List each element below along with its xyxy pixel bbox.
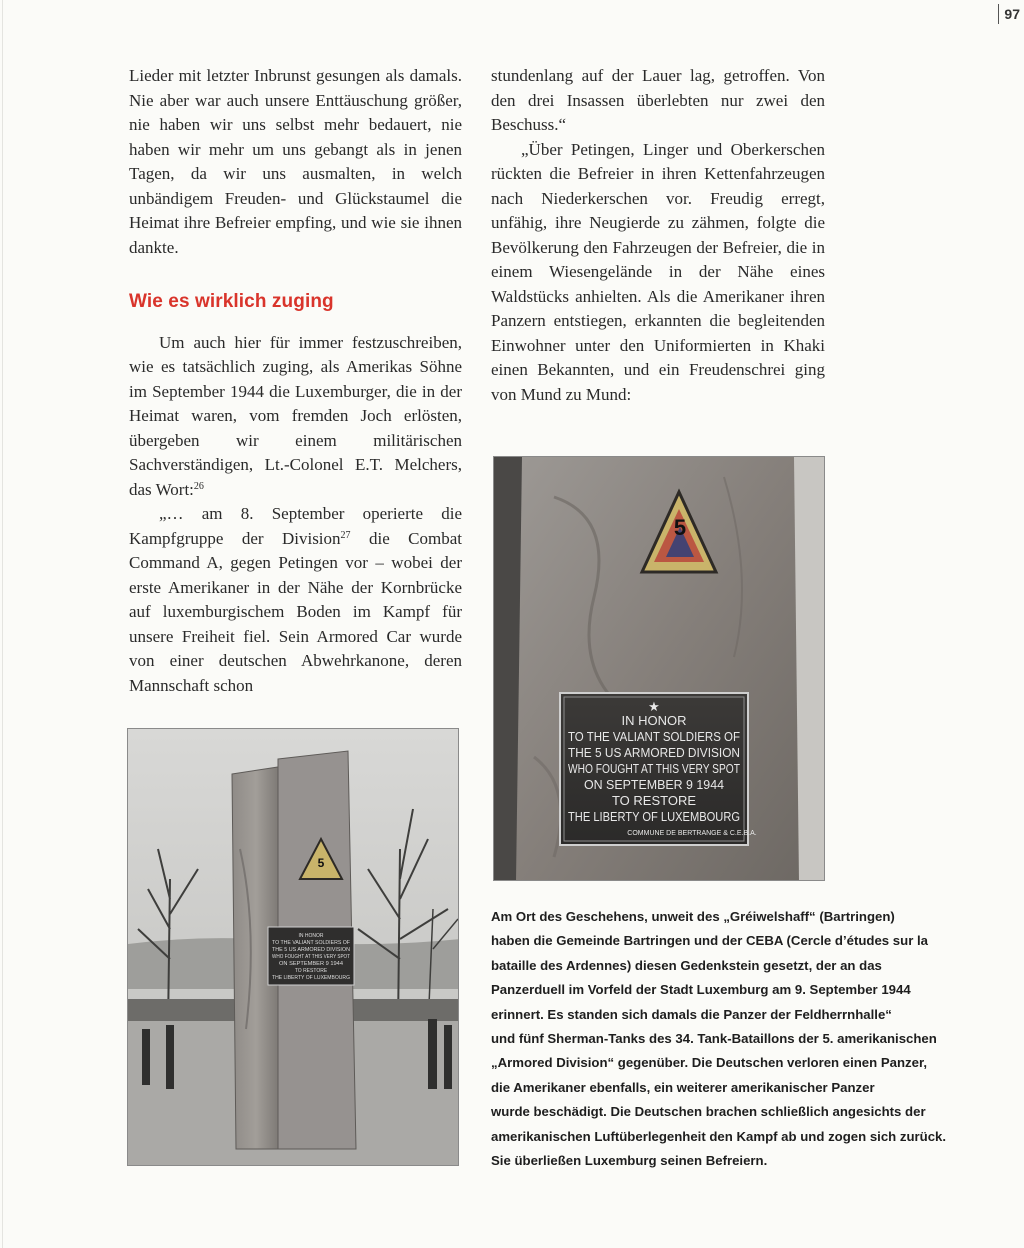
body-paragraph-1	[129, 331, 462, 503]
photo-caption	[491, 905, 991, 1173]
page-number: 97	[998, 4, 1020, 24]
caption-line: wurde beschädigt. Die Deutschen brachen schließlich angesichts der	[491, 1104, 926, 1120]
caption-line: Am Ort des Geschehens, unweit des „Gréiwelshaff“ (Bartringen)	[491, 909, 895, 924]
wide-plaque-line-4: WHO FOUGHT AT THIS VERY SPOT	[272, 954, 350, 960]
wide-plaque-line-3: THE 5 US ARMORED DIVISION	[272, 947, 351, 953]
caption-line: haben die Gemeinde Bartringen und der CEBA (Cercle d’études sur la	[491, 933, 928, 949]
plaque-line-6: TO RESTORE	[611, 793, 697, 808]
caption-line: erinnert. Es standen sich damals die Panzer der Feldherrnhalle“	[491, 1006, 892, 1022]
footnote-ref-26[interactable]: 26	[193, 480, 204, 492]
badge-number: 5	[673, 515, 687, 540]
right-column	[491, 64, 825, 407]
photo-monument-closeup	[493, 456, 825, 881]
photo-wide-illustration	[128, 729, 459, 1166]
plaque-line-1: IN HONOR	[621, 713, 687, 728]
wide-plaque-line-1: IN HONOR	[298, 933, 324, 939]
photo-monument-wide	[127, 728, 459, 1166]
photo-closeup-illustration	[494, 457, 825, 881]
section-heading: Wie es wirklich zuging	[129, 291, 334, 312]
wide-plaque-line-7: THE LIBERTY OF LUXEMBOURG	[272, 975, 351, 981]
footnote-ref-27[interactable]: 27	[340, 529, 351, 541]
caption-line: amerikanischen Luftüberlegenheit den Kampf ab und zogen sich zurück.	[491, 1128, 947, 1144]
caption-line: Panzerduell im Vorfeld der Stadt Luxemburg am 9. September 1944	[491, 982, 911, 998]
plaque-footer: COMMUNE DE BERTRANGE & C.E.B.A.	[627, 830, 757, 837]
caption-line: und fünf Sherman-Tanks des 34. Tank-Bataillons der 5. amerikanischen	[491, 1031, 937, 1047]
caption-line: „Armored Division“ gegenüber. Die Deutschen verloren einen Panzer,	[491, 1055, 928, 1071]
memorial-plaque	[560, 693, 757, 845]
page-edge	[2, 0, 3, 1248]
body-paragraph-1-text: Um auch hier für immer festzuschreiben, wie es tatsächlich zuging, als Amerikas Söhne im September 1944 die Luxemburger, die in der Heimat waren, vom fremden Joch erlösten, übergeben wir einem militärischen Sachverständigen, Lt.-Colonel E.T. Melchers, das Wort:	[129, 332, 462, 499]
intro-paragraph: Lieder mit letzter Inbrunst gesungen als damals. Nie aber war auch unsere Enttäuschung größer, nie haben wir uns selbst mehr bedauert, nie haben wir mehr um uns gebangt als in jenen Tagen, da wir uns ausmalten, in welch unbändigem Freuden- und Glückstaumel die Heimat ihre Befreier empfing, und wie sie ihnen dankte.	[129, 66, 462, 257]
plaque-line-7: THE LIBERTY OF LUXEMBOURG	[568, 809, 740, 824]
body-paragraph-2-text-a: „… am 8. September operierte die Kampfgruppe der Division	[129, 504, 462, 548]
caption-line: bataille des Ardennes) diesen Gedenkstein gesetzt, der an das	[491, 957, 882, 973]
plaque-line-3: THE 5 US ARMORED DIVISION	[568, 745, 740, 760]
plaque-line-4: WHO FOUGHT AT THIS VERY SPOT	[568, 761, 741, 776]
wide-plaque-line-6: TO RESTORE	[294, 968, 328, 974]
body-paragraph-2-text-b: die Combat Command A, gegen Petingen vor – wobei der erste Amerikaner in der Nähe der Kornbrücke auf luxemburgischem Boden im Kampf für unsere Freiheit fiel. Sein Armored Car wurde von einer deutschen Abwehrkanone, deren Mannschaft schon	[129, 528, 462, 695]
wide-plaque-line-2: TO THE VALIANT SOLDIERS OF	[272, 940, 350, 946]
left-column	[129, 64, 462, 698]
body-paragraph-2	[129, 502, 462, 698]
wide-plaque-line-5: ON SEPTEMBER 9 1944	[279, 961, 344, 967]
wide-badge-number: 5	[317, 856, 325, 870]
right-paragraph-1: stundenlang auf der Lauer lag, getroffen. Von den drei Insassen überlebten nur zwei den Beschuss.“	[491, 66, 825, 134]
right-paragraph-2: „Über Petingen, Linger und Oberkerschen rückten die Befreier in ihren Kettenfahrzeugen nach Niederkerschen vor. Freudig erregt, unfähig, ihre Neugierde zu zähmen, folgte die Bevölkerung den Fahrzeugen der Befreier, die in einem Wiesengelände in der Nähe eines Waldstücks anhielten. Als die Amerikaner ihren Panzern entstiegen, erkannten die begleitenden Einwohner unter den Uniformierten in Khaki einen Bekannten, und ein Freudenschrei ging von Mund zu Mund:	[491, 139, 825, 404]
caption-line: die Amerikaner ebenfalls, ein weiterer amerikanischer Panzer	[491, 1079, 875, 1095]
plaque-star: ★	[648, 699, 660, 714]
plaque-line-5: ON SEPTEMBER 9 1944	[584, 777, 724, 792]
plaque-line-2: TO THE VALIANT SOLDIERS OF	[568, 729, 741, 744]
caption-line: Sie überließen Luxemburg seinen Befreiern.	[491, 1153, 768, 1169]
